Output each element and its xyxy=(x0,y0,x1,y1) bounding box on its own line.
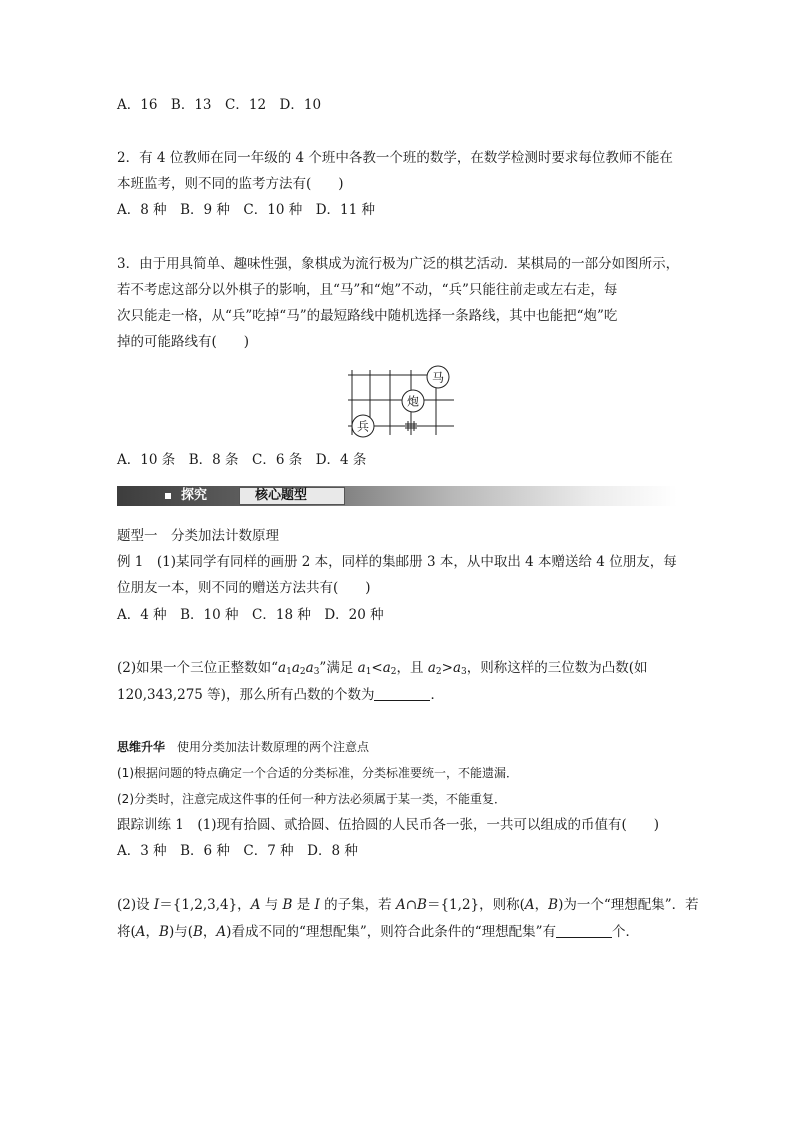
answer-blank[interactable] xyxy=(374,686,430,701)
q3-options: A．10 条 B．8 条 C．6 条 D．4 条 xyxy=(117,452,367,468)
svg-text:炮: 炮 xyxy=(406,394,420,409)
think-item-2: (2)分类时，注意完成这件事的任何一种方法必须属于某一类，不能重复． xyxy=(117,792,507,806)
svg-text:马: 马 xyxy=(431,370,445,385)
svg-text:兵: 兵 xyxy=(356,419,370,434)
q3-line-4: 掉的可能路线有( ) xyxy=(117,334,250,350)
ex1-part2-line-2: 120,343,275 等)，那么所有凸数的个数为 ． xyxy=(117,687,444,703)
ex1-line-1: 例 1 (1)某同学有同样的画册 2 本，同样的集邮册 3 本，从中取出 4 本赠送给 4 位朋友，每 xyxy=(117,554,677,570)
think-heading: 思维升华 使用分类加法计数原理的两个注意点 xyxy=(117,740,370,754)
ex1-options: A．4 种 B．10 种 C．18 种 D．20 种 xyxy=(117,607,384,623)
q3-line-1: 3．由于用具简单、趣味性强，象棋成为流行极为广泛的棋艺活动．某棋局的一部分如图所示， xyxy=(117,256,680,272)
q2-line-1: 2．有 4 位教师在同一年级的 4 个班中各教一个班的数学，在数学检测时要求每位教师不能在 xyxy=(117,150,673,166)
q2-line-2: 本班监考，则不同的监考方法有( ) xyxy=(117,176,344,192)
square-bullet-icon xyxy=(165,493,171,499)
q3-line-3: 次只能走一格，从“兵”吃掉“马”的最短路线中随机选择一条路线，其中也能把“炮”吃 xyxy=(117,308,618,324)
ex1-part2-line-1: (2)如果一个三位正整数如“$a_1a_2a_3$”满足 $a_1<a_2$，且 $a_2>a_3$，则称这样的三位数为凸数(如 xyxy=(117,660,648,677)
q3-line-2: 若不考虑这部分以外棋子的影响，且“马”和“炮”不动，“兵”只能往前走或左右走，每 xyxy=(117,282,618,298)
banner-label-right: 核心题型 xyxy=(255,488,308,503)
think-item-1: (1)根据问题的特点确定一个合适的分类标准，分类标准要统一，不能遗漏． xyxy=(117,766,519,780)
piece-ma xyxy=(427,366,449,388)
train1-line-1: 跟踪训练 1 (1)现有拾圆、贰拾圆、伍拾圆的人民币各一张，一共可以组成的币值有( ) xyxy=(117,817,660,833)
type1-title: 题型一 分类加法计数原理 xyxy=(117,528,279,544)
piece-pao xyxy=(402,390,424,412)
ex1-line-2: 位朋友一本，则不同的赠送方法共有( ) xyxy=(117,580,371,596)
q1-options: A．16 B．13 C．12 D．10 xyxy=(117,97,322,113)
answer-blank[interactable] xyxy=(556,923,612,938)
section-banner xyxy=(117,486,677,506)
chess-board-figure xyxy=(346,362,458,440)
banner-label-left: 探究 xyxy=(181,488,208,503)
train1-options: A．3 种 B．6 种 C．7 种 D．8 种 xyxy=(117,843,358,859)
piece-bing xyxy=(352,415,374,437)
train1-part2-line-1: (2)设 I＝{1,2,3,4}，A 与 B 是 I 的子集，若 A∩B＝{1,2}，则称(A，B)为一个“理想配集”．若 xyxy=(117,897,699,913)
train1-part2-line-2: 将(A，B)与(B，A)看成不同的“理想配集”，则符合此条件的“理想配集”有 个． xyxy=(117,924,640,940)
q2-options: A．8 种 B．9 种 C．10 种 D．11 种 xyxy=(117,202,376,218)
